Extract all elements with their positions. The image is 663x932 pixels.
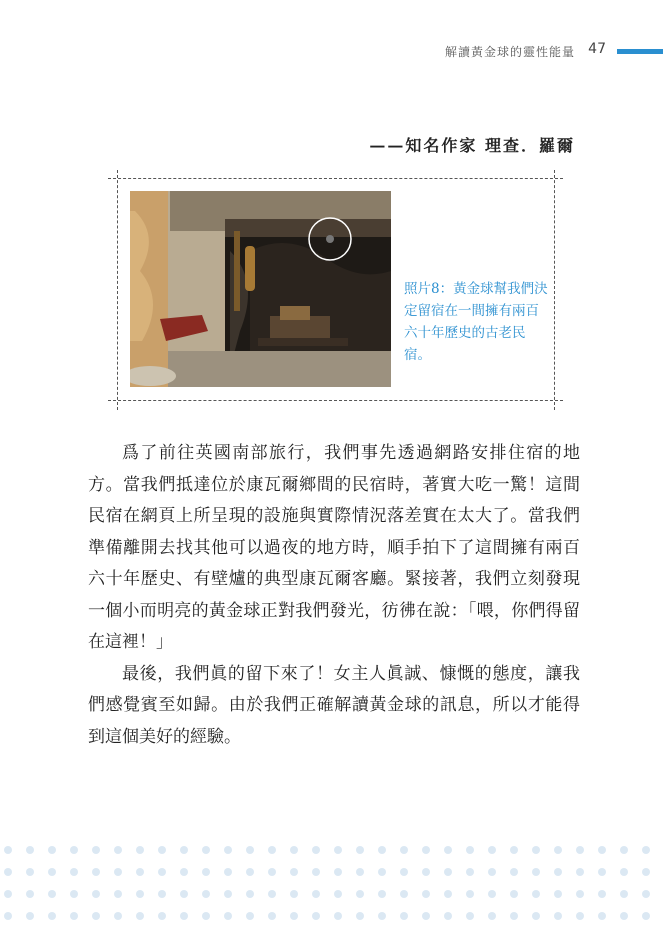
page-number: 47 xyxy=(588,41,606,57)
decorative-dot-band xyxy=(0,842,663,932)
frame-line-left xyxy=(117,170,118,410)
header-accent-bar xyxy=(617,49,663,54)
quote-attribution: ——知名作家 理查．羅爾 xyxy=(369,136,575,155)
paragraph: 最後，我們眞的留下來了！女主人眞誠、慷慨的態度，讓我們感覺賓至如歸。由於我們正確解讀黃金球的訊息，所以才能得到這個美好的經驗。 xyxy=(88,663,580,747)
fireplace-photo-illustration xyxy=(130,191,391,387)
page-header xyxy=(0,40,663,64)
frame-line-top xyxy=(108,178,563,179)
frame-line-right xyxy=(554,170,555,410)
fireplace-photo xyxy=(130,191,391,387)
running-header-title: 解讀黃金球的靈性能量 xyxy=(444,45,575,59)
body-text xyxy=(88,438,580,753)
paragraph: 爲了前往英國南部旅行，我們事先透過網路安排住宿的地方。當我們抵達位於康瓦爾鄉間的民宿時，著實大吃一驚！這間民宿在網頁上所呈現的設施與實際情況落差實在太大了。當我們準備離開去找其他可以過夜的地方時，順手拍下了這間擁有兩百六十年歷史、有壁爐的典型康瓦爾客廳。緊接著，我們立刻發現一個小而明亮的黃金球正對我們發光，彷彿在說：「喂，你們得留在這裡！」 xyxy=(88,443,580,652)
figure-caption: 照片8：黃金球幫我們決定留宿在一間擁有兩百六十年歷史的古老民宿。 xyxy=(404,281,548,363)
frame-line-bottom xyxy=(108,400,563,401)
figure-frame xyxy=(108,170,563,410)
